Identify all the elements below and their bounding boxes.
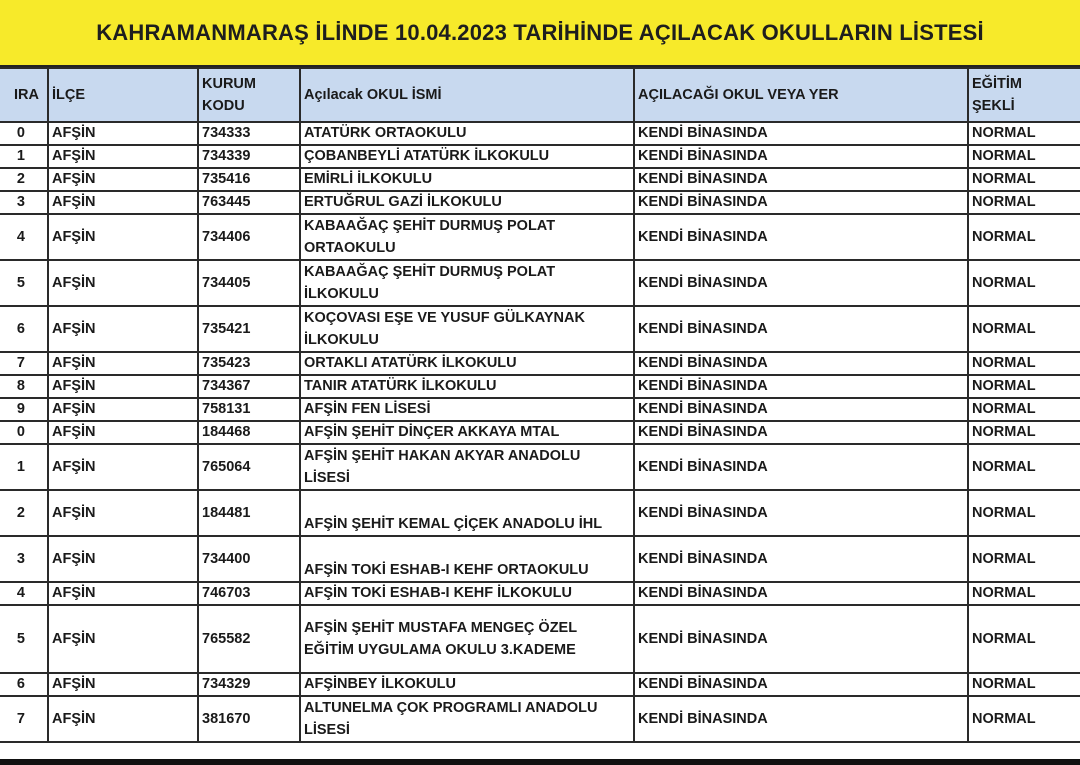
cell-okul-yer: KENDİ BİNASINDA — [634, 375, 968, 398]
header-kurum-kodu-line1: KURUM — [202, 76, 256, 92]
okul-ismi-line1: KABAAĞAÇ ŞEHİT DURMUŞ POLAT — [304, 264, 556, 280]
cell-egitim-sekli: NORMAL — [968, 191, 1080, 214]
okul-ismi-line2: İLKOKULU — [304, 286, 379, 302]
cell-okul-yer: KENDİ BİNASINDA — [634, 214, 968, 260]
okul-ismi-line1: ÇOBANBEYLİ ATATÜRK İLKOKULU — [304, 148, 550, 164]
cell-kurum-kodu: 735421 — [198, 306, 300, 352]
cell-okul-ismi — [300, 536, 634, 582]
cell-kurum-kodu: 735416 — [198, 168, 300, 191]
cell-okul-ismi — [300, 214, 634, 260]
okul-ismi-line2: LİSESİ — [304, 470, 350, 486]
cell-egitim-sekli: NORMAL — [968, 122, 1080, 145]
cell-okul-ismi — [300, 191, 634, 214]
cell-okul-ismi — [300, 306, 634, 352]
table-row — [0, 260, 1080, 306]
cell-egitim-sekli: NORMAL — [968, 306, 1080, 352]
cell-okul-ismi — [300, 421, 634, 444]
cell-egitim-sekli: NORMAL — [968, 490, 1080, 536]
cell-ilce: AFŞİN — [48, 168, 198, 191]
cell-okul-yer: KENDİ BİNASINDA — [634, 605, 968, 673]
cell-egitim-sekli: NORMAL — [968, 168, 1080, 191]
cell-egitim-sekli: NORMAL — [968, 673, 1080, 696]
cell-sira: 0 — [0, 122, 48, 145]
cell-okul-ismi — [300, 696, 634, 742]
header-sira: IRA — [0, 68, 48, 122]
cell-egitim-sekli: NORMAL — [968, 605, 1080, 673]
cell-egitim-sekli: NORMAL — [968, 375, 1080, 398]
cell-egitim-sekli: NORMAL — [968, 352, 1080, 375]
okul-ismi-line1: ALTUNELMA ÇOK PROGRAMLI ANADOLU — [304, 700, 598, 716]
cell-okul-yer: KENDİ BİNASINDA — [634, 673, 968, 696]
cell-ilce: AFŞİN — [48, 122, 198, 145]
cell-egitim-sekli: NORMAL — [968, 398, 1080, 421]
header-ilce: İLÇE — [48, 68, 198, 122]
cell-egitim-sekli: NORMAL — [968, 260, 1080, 306]
table-row — [0, 490, 1080, 536]
cell-okul-yer: KENDİ BİNASINDA — [634, 145, 968, 168]
header-egitim-sekli-line1: EĞİTİM — [972, 76, 1022, 92]
header-okul-ismi: Açılacak OKUL İSMİ — [300, 68, 634, 122]
cell-okul-ismi — [300, 398, 634, 421]
document-title: KAHRAMANMARAŞ İLİNDE 10.04.2023 TARİHİNDE AÇILACAK OKULLARIN LİSTESİ — [0, 0, 1080, 67]
cell-kurum-kodu: 381670 — [198, 696, 300, 742]
cell-ilce: AFŞİN — [48, 352, 198, 375]
cell-sira: 3 — [0, 536, 48, 582]
cell-ilce: AFŞİN — [48, 444, 198, 490]
table-row — [0, 352, 1080, 375]
cell-ilce: AFŞİN — [48, 582, 198, 605]
table-row — [0, 145, 1080, 168]
cell-kurum-kodu: 735423 — [198, 352, 300, 375]
cell-kurum-kodu: 734406 — [198, 214, 300, 260]
cell-okul-ismi — [300, 444, 634, 490]
cell-kurum-kodu: 734333 — [198, 122, 300, 145]
cell-egitim-sekli: NORMAL — [968, 214, 1080, 260]
table-row — [0, 421, 1080, 444]
cell-okul-ismi — [300, 582, 634, 605]
cell-ilce: AFŞİN — [48, 145, 198, 168]
cell-kurum-kodu: 734400 — [198, 536, 300, 582]
cell-sira: 5 — [0, 260, 48, 306]
okul-ismi-line1: KABAAĞAÇ ŞEHİT DURMUŞ POLAT — [304, 218, 556, 234]
okul-ismi-line1: KOÇOVASI EŞE VE YUSUF GÜLKAYNAK — [304, 310, 585, 326]
cell-okul-ismi — [300, 352, 634, 375]
cell-okul-yer: KENDİ BİNASINDA — [634, 306, 968, 352]
cell-sira: 7 — [0, 352, 48, 375]
cell-ilce: AFŞİN — [48, 490, 198, 536]
okul-ismi-line2: LİSESİ — [304, 722, 350, 738]
cell-egitim-sekli: NORMAL — [968, 421, 1080, 444]
cell-okul-ismi — [300, 490, 634, 536]
cell-ilce: AFŞİN — [48, 260, 198, 306]
cell-sira: 6 — [0, 306, 48, 352]
cell-okul-yer: KENDİ BİNASINDA — [634, 260, 968, 306]
cell-ilce: AFŞİN — [48, 375, 198, 398]
cell-ilce: AFŞİN — [48, 191, 198, 214]
cell-okul-ismi — [300, 375, 634, 398]
table-row — [0, 444, 1080, 490]
cell-sira: 6 — [0, 673, 48, 696]
cell-okul-ismi — [300, 605, 634, 673]
okul-ismi-line2: AFŞİN TOKİ ESHAB-I KEHF ORTAOKULU — [304, 562, 589, 578]
cell-okul-ismi — [300, 168, 634, 191]
cell-kurum-kodu: 763445 — [198, 191, 300, 214]
header-egitim-sekli — [968, 68, 1080, 122]
bottom-edge — [0, 759, 1080, 765]
cell-okul-yer: KENDİ BİNASINDA — [634, 168, 968, 191]
table-row — [0, 398, 1080, 421]
cell-sira: 4 — [0, 214, 48, 260]
school-table-container — [0, 67, 1080, 765]
table-body — [0, 122, 1080, 742]
cell-kurum-kodu: 734405 — [198, 260, 300, 306]
table-row — [0, 122, 1080, 145]
cell-egitim-sekli: NORMAL — [968, 145, 1080, 168]
header-kurum-kodu — [198, 68, 300, 122]
okul-ismi-line1: AFŞİNBEY İLKOKULU — [304, 676, 456, 692]
cell-ilce: AFŞİN — [48, 421, 198, 444]
cell-sira: 8 — [0, 375, 48, 398]
cell-kurum-kodu: 765582 — [198, 605, 300, 673]
table-row — [0, 696, 1080, 742]
cell-sira: 1 — [0, 145, 48, 168]
okul-ismi-line2: İLKOKULU — [304, 332, 379, 348]
table-row — [0, 214, 1080, 260]
cell-okul-yer: KENDİ BİNASINDA — [634, 398, 968, 421]
cell-sira: 3 — [0, 191, 48, 214]
cell-okul-yer: KENDİ BİNASINDA — [634, 582, 968, 605]
cell-ilce: AFŞİN — [48, 306, 198, 352]
cell-okul-yer: KENDİ BİNASINDA — [634, 352, 968, 375]
cell-ilce: AFŞİN — [48, 214, 198, 260]
table-row — [0, 582, 1080, 605]
cell-kurum-kodu: 734339 — [198, 145, 300, 168]
okul-ismi-line2: ORTAOKULU — [304, 240, 396, 256]
table-row — [0, 536, 1080, 582]
cell-egitim-sekli: NORMAL — [968, 582, 1080, 605]
cell-okul-yer: KENDİ BİNASINDA — [634, 444, 968, 490]
cell-okul-ismi — [300, 673, 634, 696]
cell-okul-ismi — [300, 260, 634, 306]
cell-kurum-kodu: 765064 — [198, 444, 300, 490]
cell-egitim-sekli: NORMAL — [968, 444, 1080, 490]
cell-okul-yer: KENDİ BİNASINDA — [634, 191, 968, 214]
cell-sira: 0 — [0, 421, 48, 444]
header-okul-yer: AÇILACAĞI OKUL VEYA YER — [634, 68, 968, 122]
cell-sira: 9 — [0, 398, 48, 421]
cell-ilce: AFŞİN — [48, 605, 198, 673]
cell-ilce: AFŞİN — [48, 673, 198, 696]
cell-egitim-sekli: NORMAL — [968, 696, 1080, 742]
cell-egitim-sekli: NORMAL — [968, 536, 1080, 582]
cell-kurum-kodu: 734367 — [198, 375, 300, 398]
okul-ismi-line1: ERTUĞRUL GAZİ İLKOKULU — [304, 194, 502, 210]
okul-ismi-line1: AFŞİN ŞEHİT DİNÇER AKKAYA MTAL — [304, 424, 560, 440]
table-row — [0, 191, 1080, 214]
okul-ismi-line1: AFŞİN ŞEHİT HAKAN AKYAR ANADOLU — [304, 448, 581, 464]
cell-sira: 4 — [0, 582, 48, 605]
okul-ismi-line1: EMİRLİ İLKOKULU — [304, 171, 433, 187]
okul-ismi-line1: AFŞİN FEN LİSESİ — [304, 401, 431, 417]
cell-okul-yer: KENDİ BİNASINDA — [634, 490, 968, 536]
cell-okul-ismi — [300, 122, 634, 145]
cell-kurum-kodu: 746703 — [198, 582, 300, 605]
cell-ilce: AFŞİN — [48, 696, 198, 742]
okul-ismi-line1: AFŞİN ŞEHİT MUSTAFA MENGEÇ ÖZEL — [304, 620, 578, 636]
table-row — [0, 673, 1080, 696]
cell-okul-yer: KENDİ BİNASINDA — [634, 696, 968, 742]
table-row — [0, 306, 1080, 352]
cell-okul-yer: KENDİ BİNASINDA — [634, 421, 968, 444]
cell-kurum-kodu: 184468 — [198, 421, 300, 444]
table-header-row — [0, 68, 1080, 122]
header-egitim-sekli-line2: ŞEKLİ — [972, 98, 1015, 114]
cell-ilce: AFŞİN — [48, 398, 198, 421]
table-row — [0, 375, 1080, 398]
okul-ismi-line1: TANIR ATATÜRK İLKOKULU — [304, 378, 497, 394]
cell-sira: 2 — [0, 490, 48, 536]
cell-kurum-kodu: 184481 — [198, 490, 300, 536]
okul-ismi-line2: AFŞİN ŞEHİT KEMAL ÇİÇEK ANADOLU İHL — [304, 516, 603, 532]
table-row — [0, 168, 1080, 191]
cell-okul-yer: KENDİ BİNASINDA — [634, 122, 968, 145]
cell-sira: 7 — [0, 696, 48, 742]
cell-okul-yer: KENDİ BİNASINDA — [634, 536, 968, 582]
okul-ismi-line1: ORTAKLI ATATÜRK İLKOKULU — [304, 355, 517, 371]
school-table — [0, 67, 1080, 743]
cell-sira: 5 — [0, 605, 48, 673]
okul-ismi-line1: ATATÜRK ORTAOKULU — [304, 125, 467, 141]
cell-ilce: AFŞİN — [48, 536, 198, 582]
cell-okul-ismi — [300, 145, 634, 168]
cell-kurum-kodu: 758131 — [198, 398, 300, 421]
cell-sira: 1 — [0, 444, 48, 490]
okul-ismi-line1: AFŞİN TOKİ ESHAB-I KEHF İLKOKULU — [304, 585, 572, 601]
table-row — [0, 605, 1080, 673]
cell-kurum-kodu: 734329 — [198, 673, 300, 696]
cell-sira: 2 — [0, 168, 48, 191]
okul-ismi-line2: EĞİTİM UYGULAMA OKULU 3.KADEME — [304, 642, 576, 658]
header-kurum-kodu-line2: KODU — [202, 98, 245, 114]
